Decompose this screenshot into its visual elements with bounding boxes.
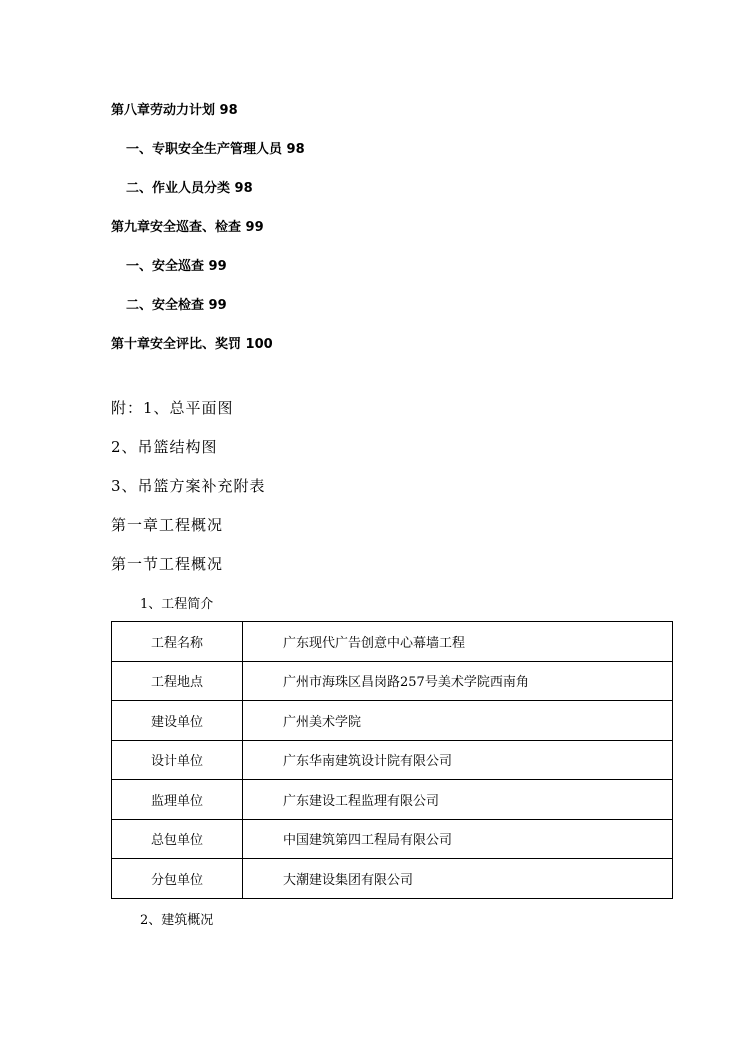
table-key: 总包单位 [112, 819, 243, 859]
project-info-table [111, 621, 673, 899]
table-key: 建设单位 [112, 701, 243, 741]
table-row [112, 859, 673, 899]
table-value: 大潮建设集团有限公司 [243, 859, 673, 899]
subsection-building-overview: 2、建筑概况 [140, 913, 214, 928]
table-key: 设计单位 [112, 740, 243, 780]
toc-entry-chapter-9[interactable]: 第九章安全巡查、检查 99 [111, 220, 264, 235]
table-row [112, 661, 673, 701]
toc-entry-worker-types[interactable]: 二、作业人员分类 98 [126, 181, 253, 196]
table-value: 广东建设工程监理有限公司 [243, 780, 673, 820]
appendix-line-1: 附：1、总平面图 [111, 399, 234, 417]
toc-entry-chapter-10[interactable]: 第十章安全评比、奖罚 100 [111, 337, 273, 352]
table-row [112, 740, 673, 780]
toc-entry-chapter-8[interactable]: 第八章劳动力计划 98 [111, 103, 238, 118]
table-key: 监理单位 [112, 780, 243, 820]
table-value: 广州美术学院 [243, 701, 673, 741]
table-key: 工程地点 [112, 661, 243, 701]
table-row [112, 780, 673, 820]
toc-entry-safety-patrol[interactable]: 一、安全巡查 99 [126, 259, 227, 274]
toc-entry-safety-check[interactable]: 二、安全检查 99 [126, 298, 227, 313]
table-value: 中国建筑第四工程局有限公司 [243, 819, 673, 859]
subsection-project-intro: 1、工程简介 [140, 597, 214, 612]
table-value: 广东现代广告创意中心幕墙工程 [243, 622, 673, 662]
appendix-line-3: 3、吊篮方案补充附表 [111, 477, 266, 495]
section-title: 第一节工程概况 [111, 555, 224, 573]
table-key: 分包单位 [112, 859, 243, 899]
table-row [112, 819, 673, 859]
table-row [112, 701, 673, 741]
appendix-line-2: 2、吊篮结构图 [111, 438, 218, 456]
table-value: 广州市海珠区昌岗路257号美术学院西南角 [243, 661, 673, 701]
chapter-title: 第一章工程概况 [111, 516, 224, 534]
table-value: 广东华南建筑设计院有限公司 [243, 740, 673, 780]
table-key: 工程名称 [112, 622, 243, 662]
table-row [112, 622, 673, 662]
toc-entry-safety-staff[interactable]: 一、专职安全生产管理人员 98 [126, 142, 305, 157]
